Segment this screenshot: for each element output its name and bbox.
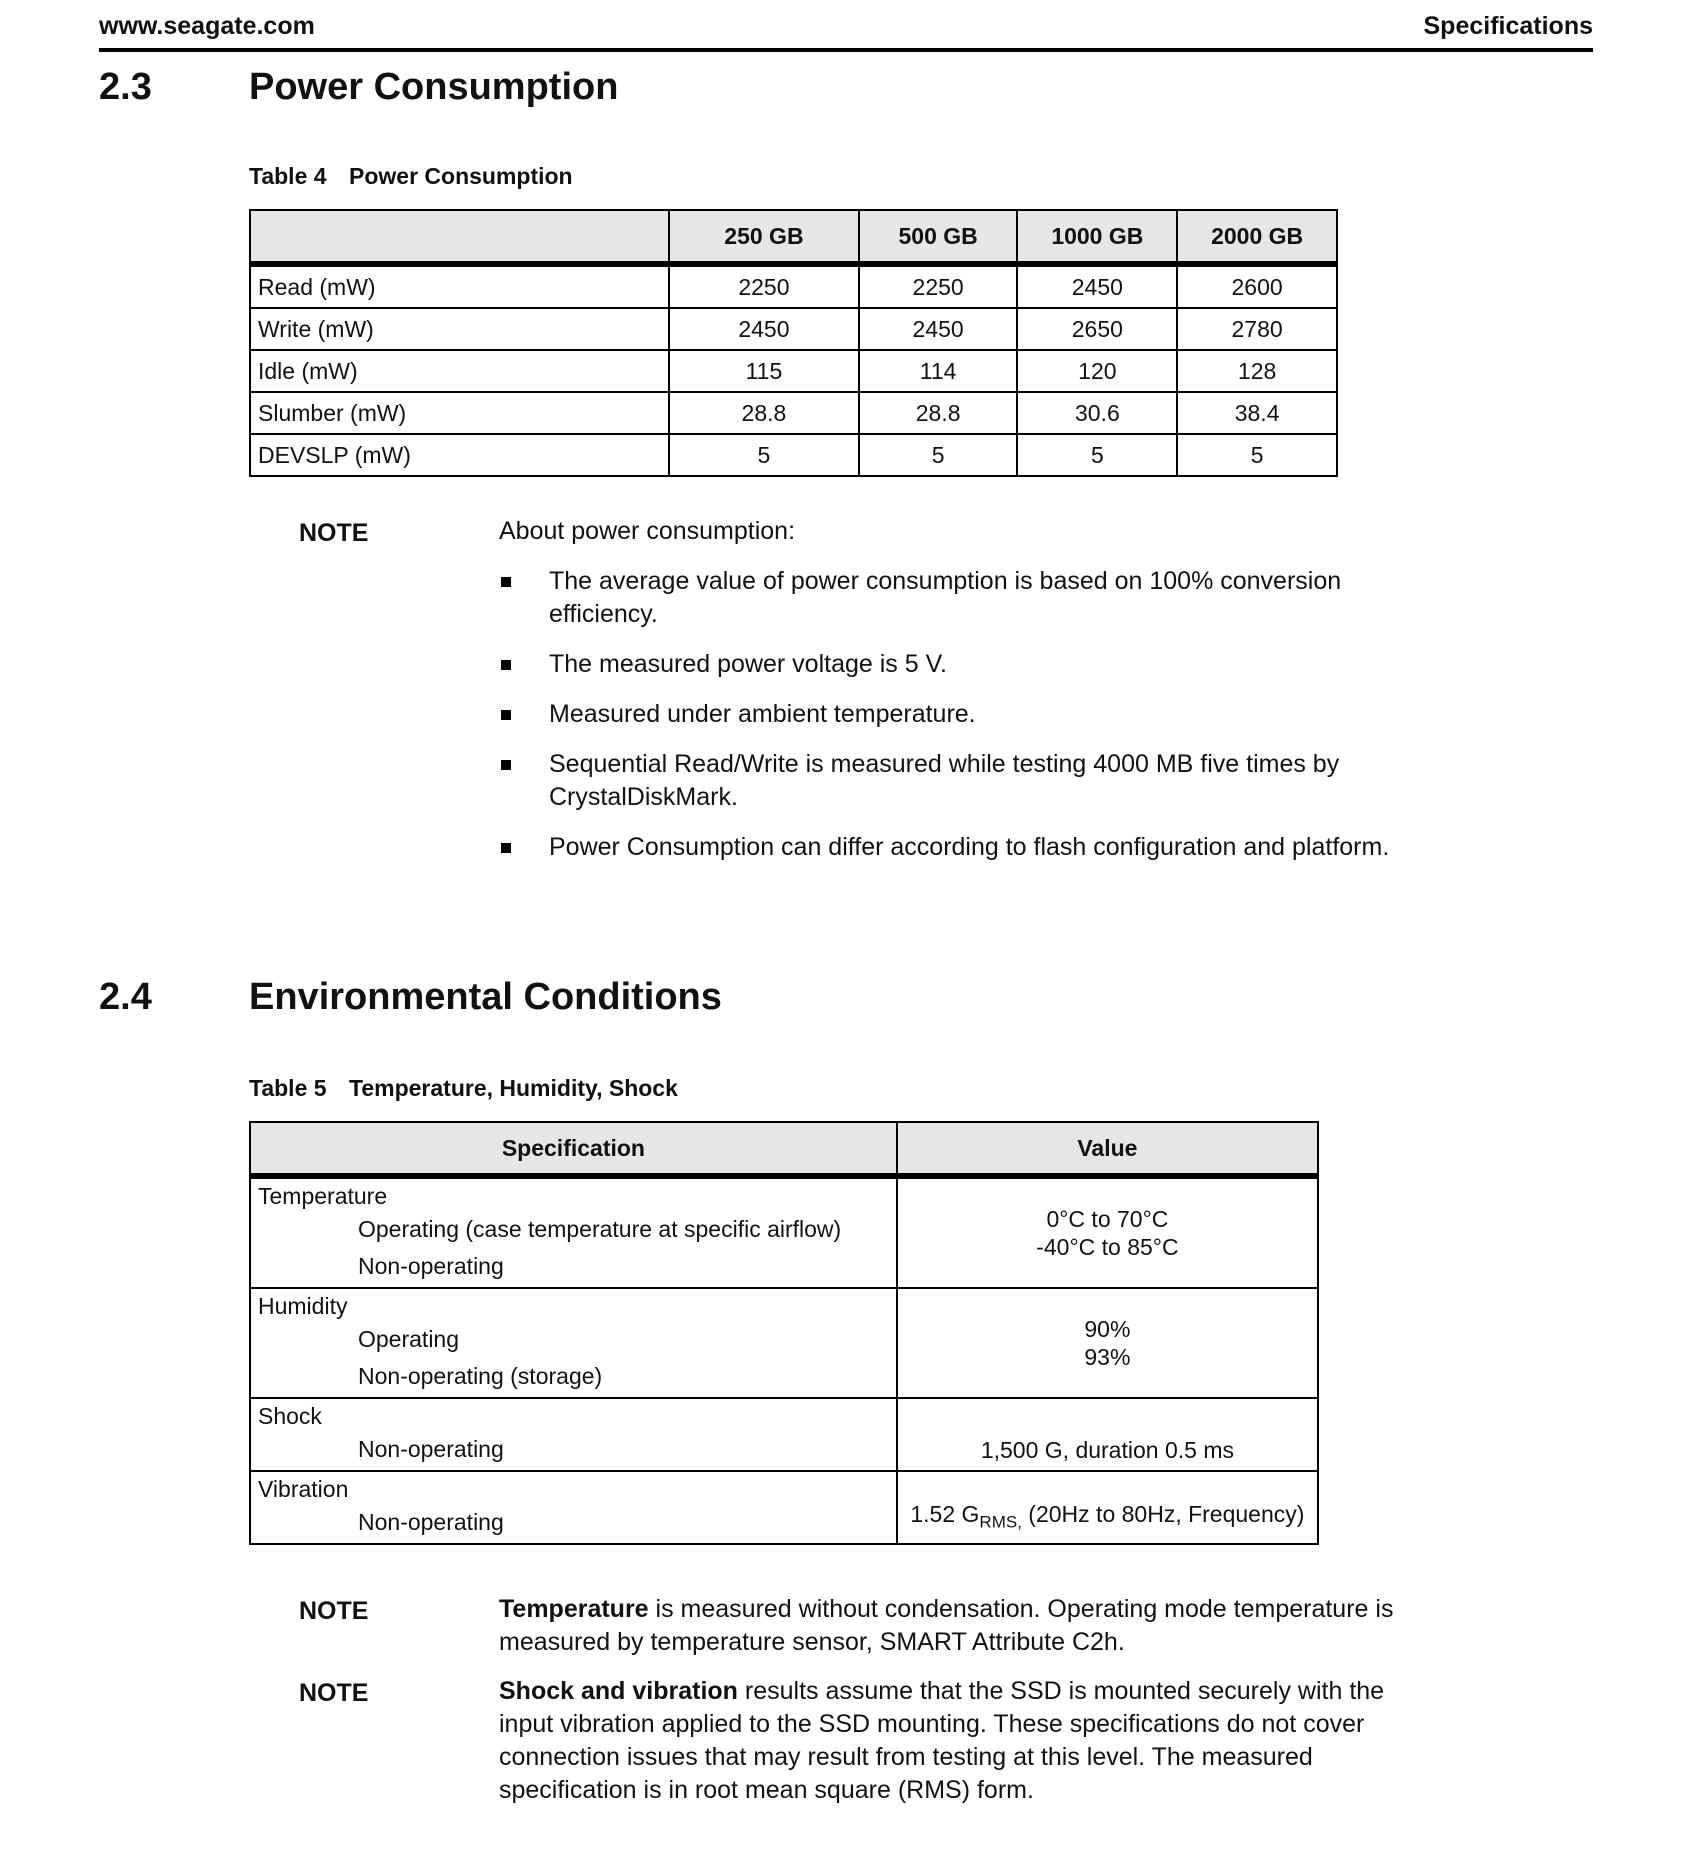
column-header — [250, 210, 669, 264]
section-number: 2.4 — [99, 976, 152, 1018]
square-bullet-icon — [501, 760, 511, 770]
header-section-name: Specifications — [1423, 12, 1593, 40]
list-item — [499, 698, 1399, 731]
table-cell: 2450 — [1017, 264, 1177, 308]
row-label: Idle (mW) — [250, 350, 669, 392]
list-item — [499, 831, 1399, 864]
spec-item: Non-operating — [358, 1253, 504, 1279]
spec-item: Operating (case temperature at specific airflow) — [358, 1216, 842, 1242]
spec-item: Operating — [358, 1326, 460, 1352]
table-row — [250, 1398, 1318, 1471]
table-cell: 2250 — [669, 264, 859, 308]
table-number: Table 5 — [249, 1075, 327, 1101]
table-cell: 5 — [1177, 434, 1337, 476]
site-url: www.seagate.com — [99, 12, 315, 40]
table-row — [250, 1471, 1318, 1544]
note-body: is measured without condensation. Operating mode temperature is measured by temperature sensor, SMART Attribute C2h. — [499, 1595, 1394, 1656]
table-cell: 28.8 — [669, 392, 859, 434]
note-bold-term: Shock and vibration — [499, 1677, 738, 1705]
spec-value-subscript: RMS, — [979, 1513, 1022, 1532]
spec-category: Temperature — [258, 1183, 388, 1209]
table-cell: 28.8 — [859, 392, 1018, 434]
bullet-text: The measured power voltage is 5 V. — [549, 650, 947, 678]
section-number: 2.3 — [99, 66, 152, 108]
table-cell: 115 — [669, 350, 859, 392]
table-cell: 128 — [1177, 350, 1337, 392]
note-label: NOTE — [299, 1679, 369, 1707]
spec-value-suffix: (20Hz to 80Hz, Frequency) — [1021, 1501, 1305, 1528]
table-cell: 2780 — [1177, 308, 1337, 350]
table-caption — [249, 1075, 678, 1102]
table-header-row — [250, 1122, 1318, 1176]
spec-category: Vibration — [258, 1476, 349, 1502]
spec-cell — [250, 1288, 897, 1398]
note-text — [499, 1675, 1409, 1807]
spec-cell — [250, 1471, 897, 1544]
column-header: 500 GB — [859, 210, 1018, 264]
value-cell — [897, 1288, 1318, 1398]
list-item — [499, 565, 1399, 631]
bullet-text: Power Consumption can differ according to flash configuration and platform. — [549, 833, 1390, 861]
spec-category: Shock — [258, 1403, 322, 1429]
row-label: DEVSLP (mW) — [250, 434, 669, 476]
table-cell: 38.4 — [1177, 392, 1337, 434]
section-title: Power Consumption — [249, 66, 619, 108]
list-item — [499, 648, 1399, 681]
row-label: Slumber (mW) — [250, 392, 669, 434]
table-row — [250, 264, 1337, 308]
table-cell: 120 — [1017, 350, 1177, 392]
column-header: 1000 GB — [1017, 210, 1177, 264]
note-label: NOTE — [299, 519, 369, 547]
spec-value-prefix: 1.52 G — [910, 1501, 980, 1528]
table-cell: 2650 — [1017, 308, 1177, 350]
table-row — [250, 434, 1337, 476]
row-label: Read (mW) — [250, 264, 669, 308]
table-cell: 114 — [859, 350, 1018, 392]
square-bullet-icon — [501, 577, 511, 587]
power-consumption-table — [249, 209, 1338, 477]
spec-item: Non-operating — [358, 1436, 504, 1462]
table-title: Power Consumption — [349, 163, 573, 189]
row-label: Write (mW) — [250, 308, 669, 350]
value-cell — [897, 1176, 1318, 1288]
spec-value: 93% — [1084, 1344, 1131, 1370]
square-bullet-icon — [501, 843, 511, 853]
table-number: Table 4 — [249, 163, 327, 189]
column-header: Value — [897, 1122, 1318, 1176]
table-cell: 2450 — [859, 308, 1018, 350]
note-text — [499, 1593, 1409, 1659]
table-row — [250, 350, 1337, 392]
table-title: Temperature, Humidity, Shock — [349, 1075, 678, 1101]
value-cell — [897, 1471, 1318, 1544]
bullet-text: Sequential Read/Write is measured while testing 4000 MB five times by CrystalDiskMark. — [549, 750, 1340, 811]
table-row — [250, 392, 1337, 434]
value-cell — [897, 1398, 1318, 1471]
table-cell: 30.6 — [1017, 392, 1177, 434]
note-body: results assume that the SSD is mounted securely with the input vibration applied to the SSD mounting. These specifications do not cover connection issues that may result from testing at this level. The measured specification is in root mean square (RMS) form. — [499, 1677, 1385, 1804]
spec-value: -40°C to 85°C — [1036, 1234, 1179, 1260]
table-caption — [249, 163, 573, 190]
note-bullet-list — [499, 565, 1399, 881]
table-row — [250, 1288, 1318, 1398]
spec-category: Humidity — [258, 1293, 348, 1319]
note-bold-term: Temperature — [499, 1595, 649, 1623]
square-bullet-icon — [501, 710, 511, 720]
spec-value: 0°C to 70°C — [1046, 1206, 1169, 1232]
note-intro: About power consumption: — [499, 517, 796, 545]
spec-value: 1,500 G, duration 0.5 ms — [980, 1437, 1234, 1463]
table-cell: 5 — [669, 434, 859, 476]
page-header — [99, 12, 1593, 52]
spec-item: Non-operating (storage) — [358, 1363, 603, 1389]
table-cell: 2600 — [1177, 264, 1337, 308]
table-cell: 5 — [1017, 434, 1177, 476]
spec-item: Non-operating — [358, 1509, 504, 1535]
column-header: 2000 GB — [1177, 210, 1337, 264]
column-header: Specification — [250, 1122, 897, 1176]
spec-cell — [250, 1398, 897, 1471]
table-cell: 2450 — [669, 308, 859, 350]
section-title: Environmental Conditions — [249, 976, 722, 1018]
note-label: NOTE — [299, 1597, 369, 1625]
table-row — [250, 1176, 1318, 1288]
column-header: 250 GB — [669, 210, 859, 264]
spec-value: 90% — [1084, 1316, 1131, 1342]
square-bullet-icon — [501, 660, 511, 670]
table-row — [250, 308, 1337, 350]
table-cell: 5 — [859, 434, 1018, 476]
list-item — [499, 748, 1399, 814]
table-cell: 2250 — [859, 264, 1018, 308]
table-header-row — [250, 210, 1337, 264]
bullet-text: The average value of power consumption is based on 100% conversion efficiency. — [549, 567, 1342, 628]
spec-cell — [250, 1176, 897, 1288]
bullet-text: Measured under ambient temperature. — [549, 700, 976, 728]
environmental-conditions-table — [249, 1121, 1319, 1545]
